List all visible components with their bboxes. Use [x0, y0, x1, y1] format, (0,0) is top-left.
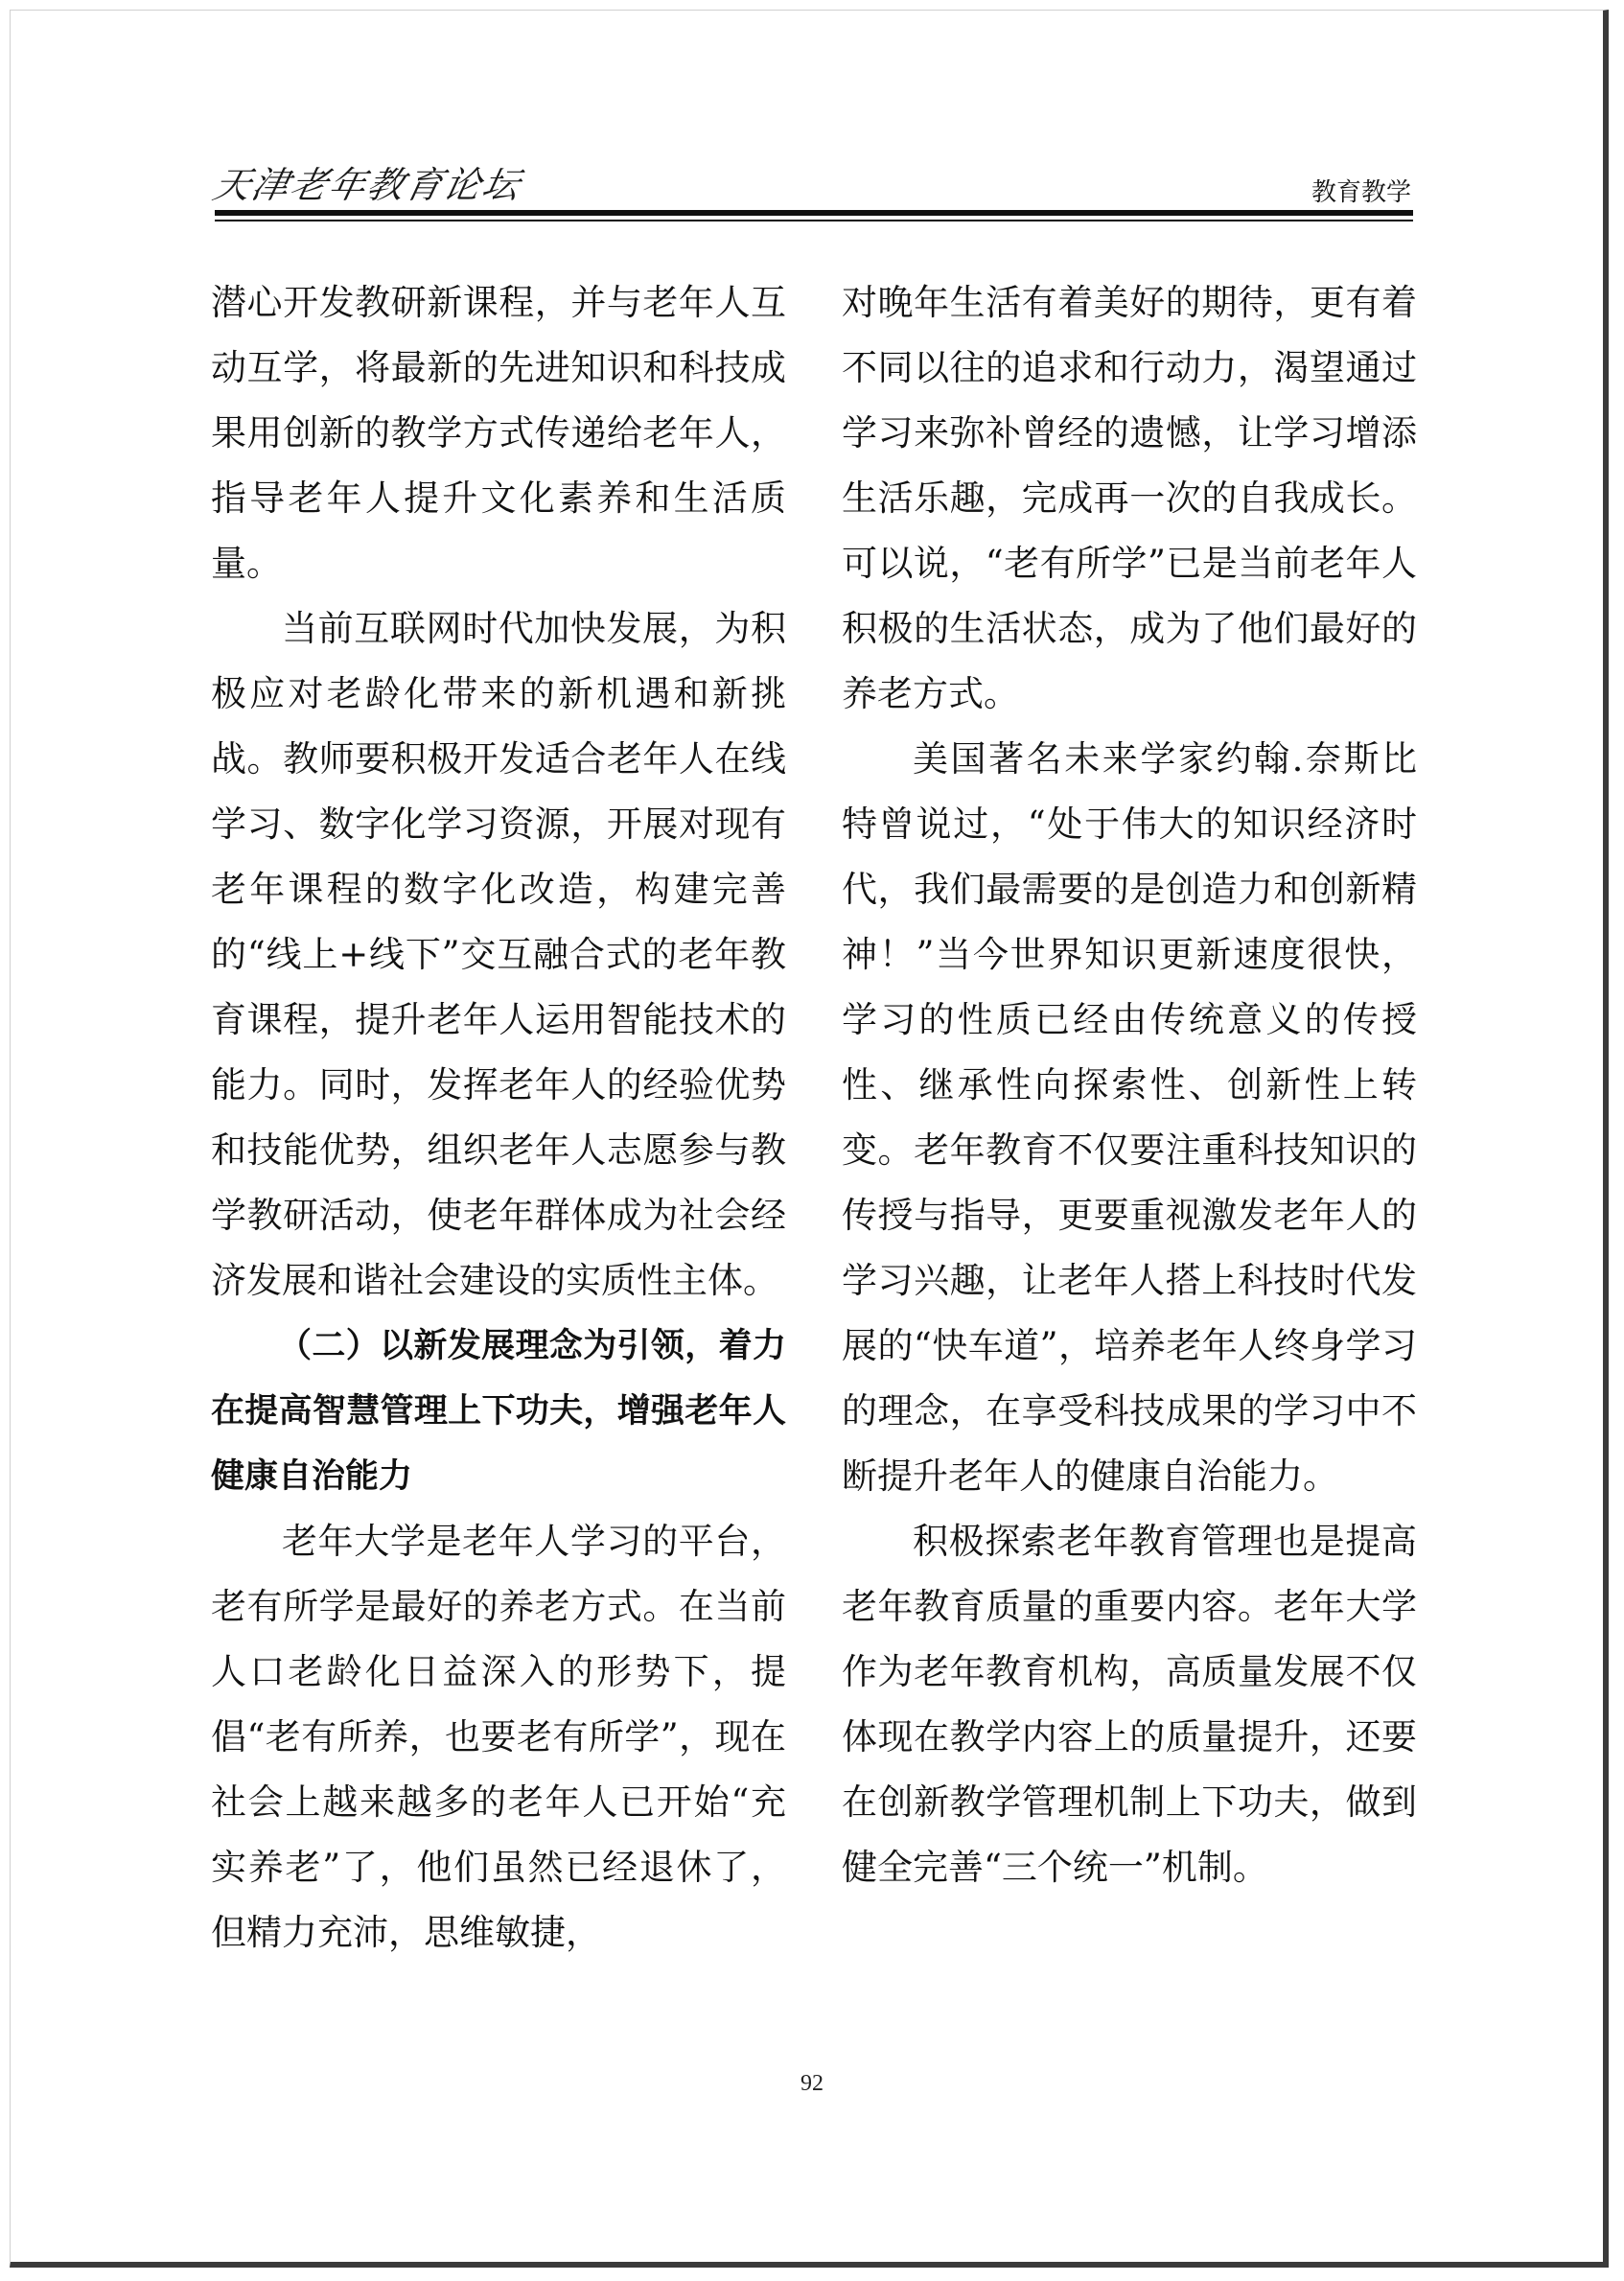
header-rule-thick	[215, 210, 1413, 216]
right-paragraph-3: 积极探索老年教育管理也是提高老年教育质量的重要内容。老年大学作为老年教育机构，高质量发展不仅体现在教学内容上的质量提升，还要在创新教学管理机制上下功夫，做到健全完善“三个统一”机制。	[842, 1521, 1417, 1888]
page-header	[209, 144, 1413, 221]
right-paragraph-1: 对晚年生活有着美好的期待，更有着不同以往的追求和行动力，渴望通过学习来弥补曾经的遗憾，让学习增添生活乐趣，完成再一次的自我成长。可以说，“老有所学”已是当前老年人积极的生活状态，成为了他们最好的养老方式。	[842, 282, 1417, 714]
left-paragraph-1: 潜心开发教研新课程，并与老年人互动互学，将最新的先进知识和科技成果用创新的教学方式传递给老年人，指导老年人提升文化素养和生活质量。	[211, 282, 786, 584]
header-rule-thin	[215, 220, 1413, 221]
right-paragraph-2: 美国著名未来学家约翰.奈斯比特曾说过，“处于伟大的知识经济时代，我们最需要的是创造力和创新精神！”当今世界知识更新速度很快，学习的性质已经由传统意义的传授性、继承性向探索性、创新性上转变。老年教育不仅要注重科技知识的传授与指导，更要重视激发老年人的学习兴趣，让老年人搭上科技时代发展的“快车道”，培养老年人终身学习的理念，在享受科技成果的学习中不断提升老年人的健康自治能力。	[842, 738, 1417, 1497]
left-paragraph-3: 老年大学是老年人学习的平台，老有所学是最好的养老方式。在当前人口老龄化日益深入的形势下，提倡“老有所养，也要老有所学”，现在社会上越来越多的老年人已开始“充实养老”了，他们虽然已经退休了，但精力充沛，思维敏捷，	[211, 1521, 786, 1953]
section-label: 教育教学	[1311, 178, 1411, 207]
page-number: 92	[800, 2071, 824, 2096]
left-paragraph-2: 当前互联网时代加快发展，为积极应对老龄化带来的新机遇和新挑战。教师要积极开发适合老年人在线学习、数字化学习资源，开展对现有老年课程的数字化改造，构建完善的“线上+线下”交互融合式的老年教育课程，提升老年人运用智能技术的能力。同时，发挥老年人的经验优势和技能优势，组织老年人志愿参与教学教研活动，使老年群体成为社会经济发展和谐社会建设的实质性主体。	[211, 608, 786, 1301]
section-heading: （二）以新发展理念为引领，着力在提高智慧管理上下功夫，增强老年人健康自治能力	[211, 1327, 786, 1496]
left-column	[211, 270, 786, 1966]
journal-logo: 天津老年教育论坛	[209, 164, 525, 206]
right-column	[842, 270, 1417, 1900]
